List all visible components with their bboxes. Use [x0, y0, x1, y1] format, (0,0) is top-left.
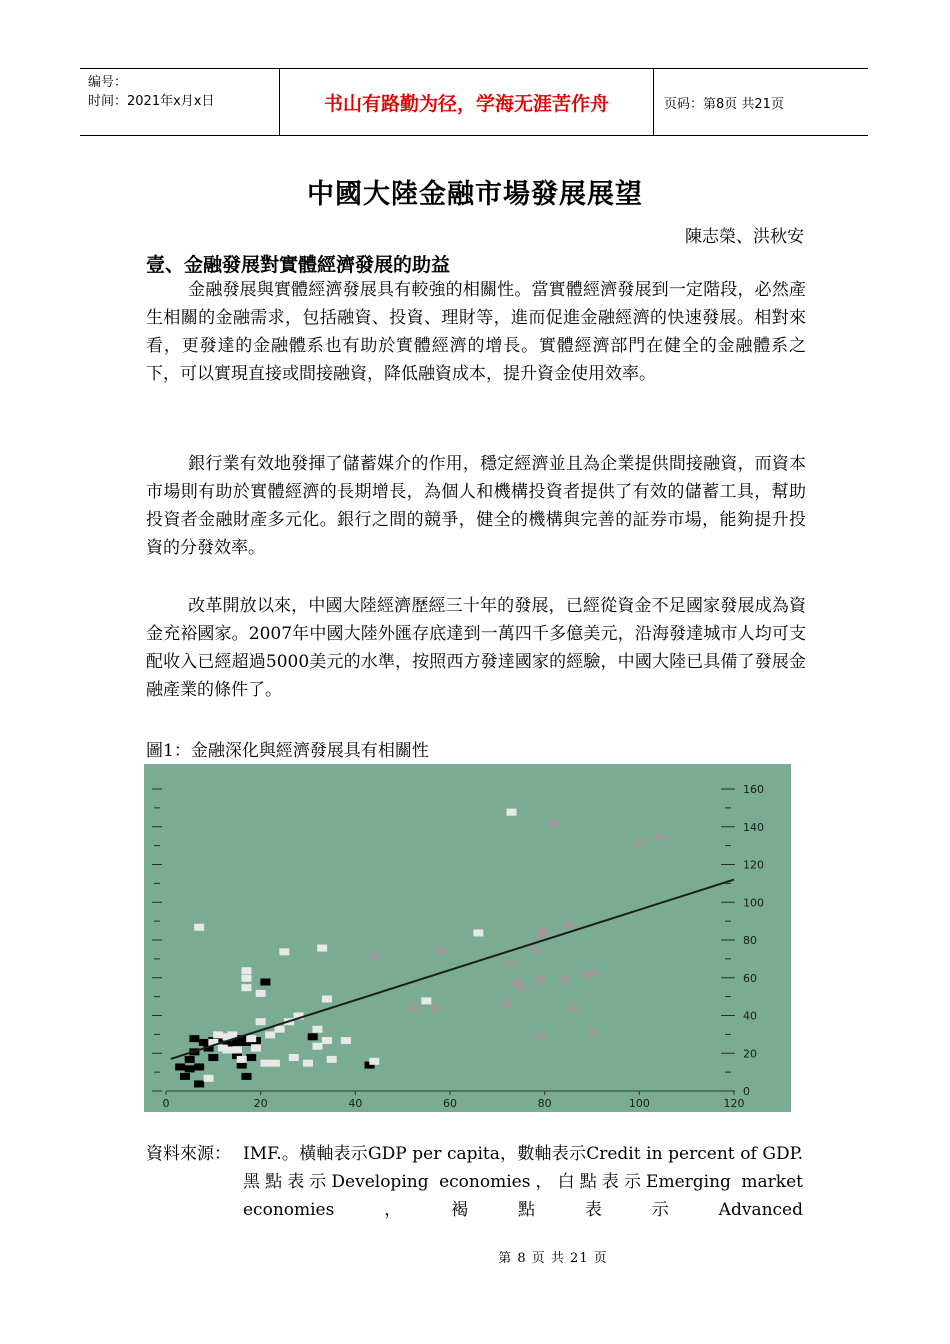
emerging-point — [275, 1026, 285, 1033]
y-tick-label: 160 — [743, 783, 764, 796]
emerging-point — [270, 1060, 280, 1067]
y-tick-label: 60 — [743, 971, 757, 985]
y-tick-label: 140 — [743, 820, 764, 834]
developing-point — [208, 1054, 218, 1061]
emerging-point — [213, 1031, 223, 1038]
emerging-point — [260, 1060, 270, 1067]
developing-point — [180, 1073, 190, 1080]
document-header — [80, 68, 868, 136]
y-tick-label: 40 — [743, 1009, 757, 1023]
emerging-point — [194, 924, 204, 931]
y-tick-label: 0 — [743, 1085, 750, 1098]
emerging-point — [473, 929, 483, 936]
emerging-point — [204, 1075, 214, 1082]
emerging-point — [312, 1043, 322, 1050]
paragraph-3 — [146, 592, 806, 704]
source-label: 資料來源： — [146, 1144, 231, 1164]
x-tick-label: 80 — [537, 1097, 552, 1110]
time-label: 时间：2021年x月x日 — [88, 94, 215, 109]
emerging-point — [421, 997, 431, 1004]
emerging-point — [241, 984, 251, 991]
paragraph-1 — [146, 276, 806, 388]
emerging-point — [246, 1035, 256, 1042]
y-tick-label: 20 — [743, 1047, 757, 1061]
advanced-point — [549, 820, 559, 827]
emerging-point — [369, 1058, 379, 1065]
developing-point — [308, 1033, 318, 1040]
y-tick-label: 120 — [743, 858, 764, 872]
x-tick-label: 120 — [723, 1097, 745, 1110]
x-tick-label: 0 — [162, 1097, 170, 1110]
number-label: 编号： — [88, 75, 128, 90]
paragraph-3-text: 改革開放以來，中國大陸經濟歷經三十年的發展，已經從資金不足國家發展成為資金充裕國家。2007年中國大陸外匯存底達到一萬四千多億美元，沿海發達城市人均可支配收入已經超過5000美元的水準，按照西方發達國家的經驗，中國大陸已具備了發展金融產業的條件了。 — [146, 596, 806, 700]
x-tick-label: 100 — [628, 1097, 650, 1110]
advanced-point — [369, 952, 379, 959]
x-tick-label: 60 — [443, 1097, 457, 1110]
trend-line — [171, 880, 734, 1059]
emerging-point — [322, 1037, 332, 1044]
document-title: 中國大陸金融市場發展展望 — [307, 179, 643, 210]
header-meta — [80, 69, 280, 135]
developing-point — [246, 1054, 256, 1061]
emerging-point — [256, 1018, 266, 1025]
emerging-point — [327, 1056, 337, 1063]
emerging-point — [265, 1031, 275, 1038]
emerging-point — [256, 990, 266, 997]
section-heading: 壹、金融發展對實體經濟發展的助益 — [146, 254, 451, 276]
paragraph-2 — [146, 450, 806, 562]
emerging-point — [251, 1045, 261, 1052]
emerging-point — [279, 948, 289, 955]
advanced-point — [407, 1005, 417, 1012]
advanced-point — [587, 969, 597, 976]
x-tick-label: 40 — [348, 1097, 363, 1110]
advanced-point — [587, 1029, 597, 1036]
advanced-point — [559, 975, 569, 982]
emerging-point — [237, 1056, 247, 1063]
emerging-point — [507, 809, 517, 816]
advanced-point — [431, 1005, 441, 1012]
y-tick-label: 80 — [743, 934, 757, 947]
source-text: IMF.。橫軸表示GDP per capita，數軸表示Credit in percent of GDP.黑點表示Developing economies，白點表示Emerging market economies，褐點表示Advanced — [243, 1144, 803, 1220]
figure-caption: 圖1：金融深化與經濟發展具有相關性 — [146, 741, 429, 761]
developing-point — [185, 1056, 195, 1063]
emerging-point — [322, 996, 332, 1003]
emerging-point — [241, 975, 251, 982]
emerging-point — [317, 945, 327, 952]
scatter-chart — [144, 764, 791, 1112]
y-tick-label: 100 — [743, 896, 764, 910]
header-page-info: 页码：第8页 共21页 — [664, 96, 784, 112]
advanced-point — [568, 1005, 578, 1012]
x-tick-label: 20 — [253, 1097, 268, 1110]
advanced-point — [634, 839, 644, 846]
header-motto: 书山有路勤为径，学海无涯苦作舟 — [280, 69, 654, 135]
paragraph-1-text: 金融發展與實體經濟發展具有較強的相關性。當實體經濟發展到一定階段，必然產生相關的金融需求，包括融資、投資、理財等，進而促進金融經濟的快速發展。相對來看，更發達的金融體系也有助於實體經濟的增長。實體經濟部門在健全的金融體系之下，可以實現直接或間接融資，降低融資成本，提升資金使用效率。 — [146, 280, 806, 384]
advanced-point — [540, 928, 550, 935]
advanced-point — [653, 833, 663, 840]
developing-point — [194, 1080, 204, 1087]
emerging-point — [223, 1046, 233, 1053]
developing-point — [260, 979, 270, 986]
developing-point — [175, 1063, 185, 1070]
advanced-point — [530, 946, 540, 953]
emerging-point — [341, 1037, 351, 1044]
advanced-point — [563, 922, 573, 929]
developing-point — [189, 1035, 199, 1042]
emerging-point — [289, 1054, 299, 1061]
emerging-point — [303, 1060, 313, 1067]
page-footer: 第 8 页 共 21 页 — [498, 1251, 608, 1266]
chart-svg — [144, 764, 791, 1112]
developing-point — [194, 1063, 204, 1070]
advanced-point — [502, 1001, 512, 1008]
developing-point — [241, 1073, 251, 1080]
advanced-point — [535, 977, 545, 984]
emerging-point — [232, 1046, 242, 1053]
advanced-point — [507, 962, 517, 969]
developing-point — [185, 1065, 195, 1072]
advanced-point — [436, 946, 446, 953]
authors: 陳志榮、洪秋安 — [685, 227, 804, 247]
emerging-point — [241, 967, 251, 974]
emerging-point — [312, 1026, 322, 1033]
advanced-point — [516, 984, 526, 991]
advanced-point — [535, 1033, 545, 1040]
paragraph-2-text: 銀行業有效地發揮了儲蓄媒介的作用，穩定經濟並且為企業提供間接融資，而資本市場則有助於實體經濟的長期增長，為個人和機構投資者提供了有效的儲蓄工具，幫助投資者金融財產多元化。銀行之間的競爭，健全的機構與完善的証券市場，能夠提升投資的分發效率。 — [146, 454, 806, 558]
